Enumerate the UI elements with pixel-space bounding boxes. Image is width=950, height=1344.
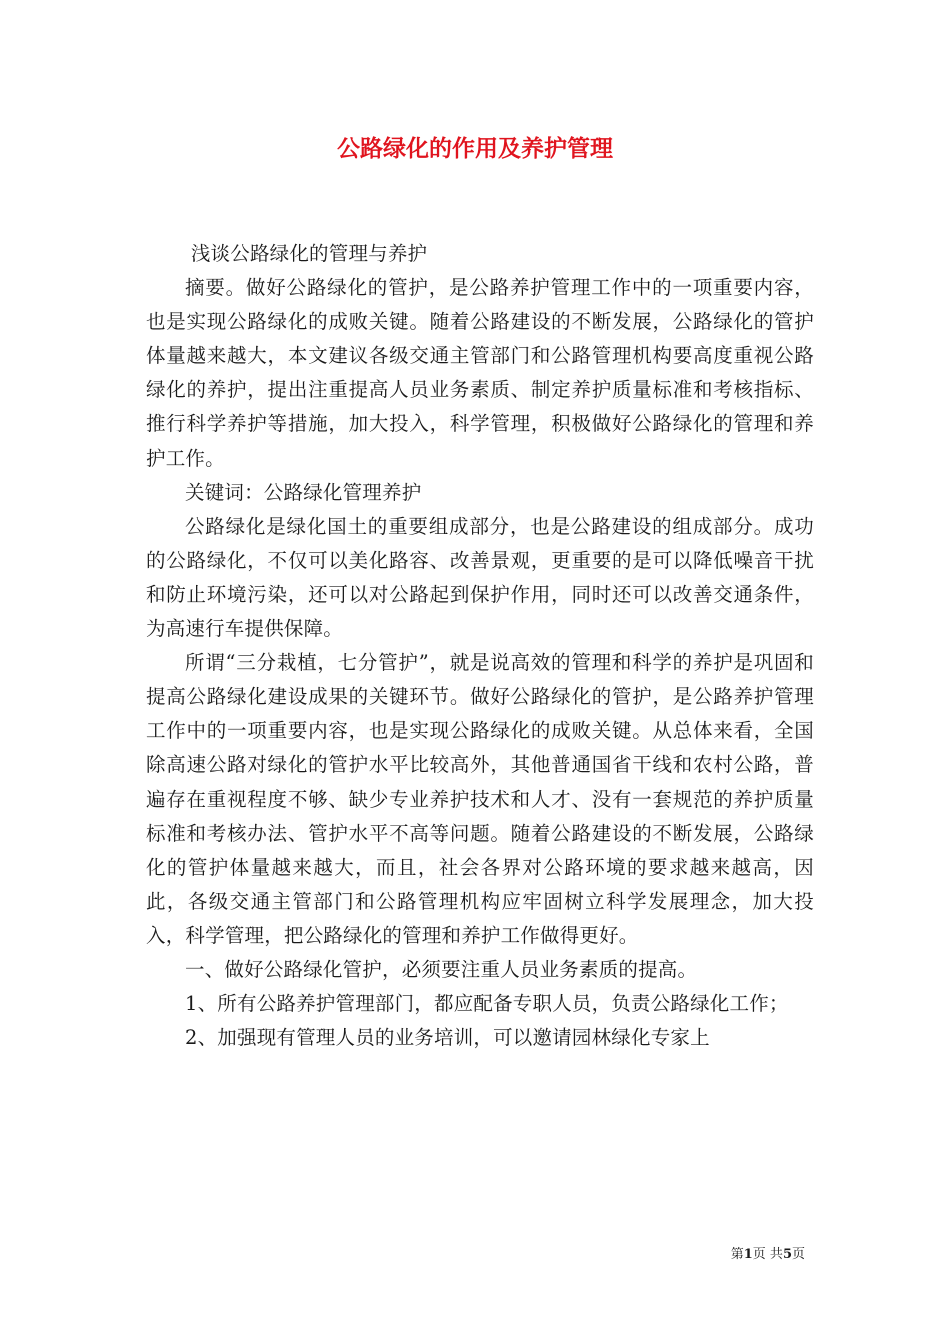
footer-prefix: 第 <box>730 1247 744 1262</box>
footer-suffix: 页 <box>791 1247 805 1262</box>
document-title: 公路绿化的作用及养护管理 <box>337 135 613 162</box>
list-item: 1、所有公路养护管理部门，都应配备专职人员，负责公路绿化工作； <box>185 992 789 1016</box>
abstract-paragraph: 摘要。做好公路绿化的管护，是公路养护管理工作中的一项重要内容，也是实现公路绿化的成败关键。随着公路建设的不断发展，公路绿化的管护体量越来越大，本文建议各级交通主管部门和公路管理机构要高度重视公路绿化的养护，提出注重提高人员业务素质、制定养护质量标准和考核指标、推行科学养护等措施，加大投入，科学管理，积极做好公路绿化的管理和养护工作。 <box>146 276 814 470</box>
page-footer <box>731 1246 805 1264</box>
subtitle-paragraph: 浅谈公路绿化的管理与养护 <box>190 242 428 265</box>
section-heading: 一、做好公路绿化管护，必须要注重人员业务素质的提高。 <box>185 957 698 981</box>
footer-middle: 页 共 <box>752 1247 783 1262</box>
body-paragraph: 所谓“三分栽植，七分管护”，就是说高效的管理和科学的养护是巩固和提高公路绿化建设成果的关键环节。做好公路绿化的管护，是公路养护管理工作中的一项重要内容，也是实现公路绿化的成败关键。从总体来看，全国除高速公路对绿化的管护水平比较高外，其他普通国省干线和农村公路，普遍存在重视程度不够、缺少专业养护技术和人才、没有一套规范的养护质量标准和考核办法、管护水平不高等问题。随着公路建设的不断发展，公路绿化的管护体量越来越大，而且，社会各界对公路环境的要求越来越高，因此，各级交通主管部门和公路管理机构应牢固树立科学发展理念，加大投入，科学管理，把公路绿化的管理和养护工作做得更好。 <box>146 651 814 947</box>
footer-total-pages: 5 <box>782 1247 792 1262</box>
document-body <box>146 237 814 1055</box>
list-item: 2、加强现有管理人员的业务培训，可以邀请园林绿化专家上 <box>185 1026 710 1050</box>
footer-page-number: 1 <box>743 1247 753 1262</box>
keywords-paragraph: 关键词：公路绿化管理养护 <box>185 480 422 504</box>
body-paragraph: 公路绿化是绿化国土的重要组成部分，也是公路建设的组成部分。成功的公路绿化，不仅可以美化路容、改善景观，更重要的是可以降低噪音干扰和防止环境污染，还可以对公路起到保护作用，同时还可以改善交通条件，为高速行车提供保障。 <box>146 514 814 641</box>
